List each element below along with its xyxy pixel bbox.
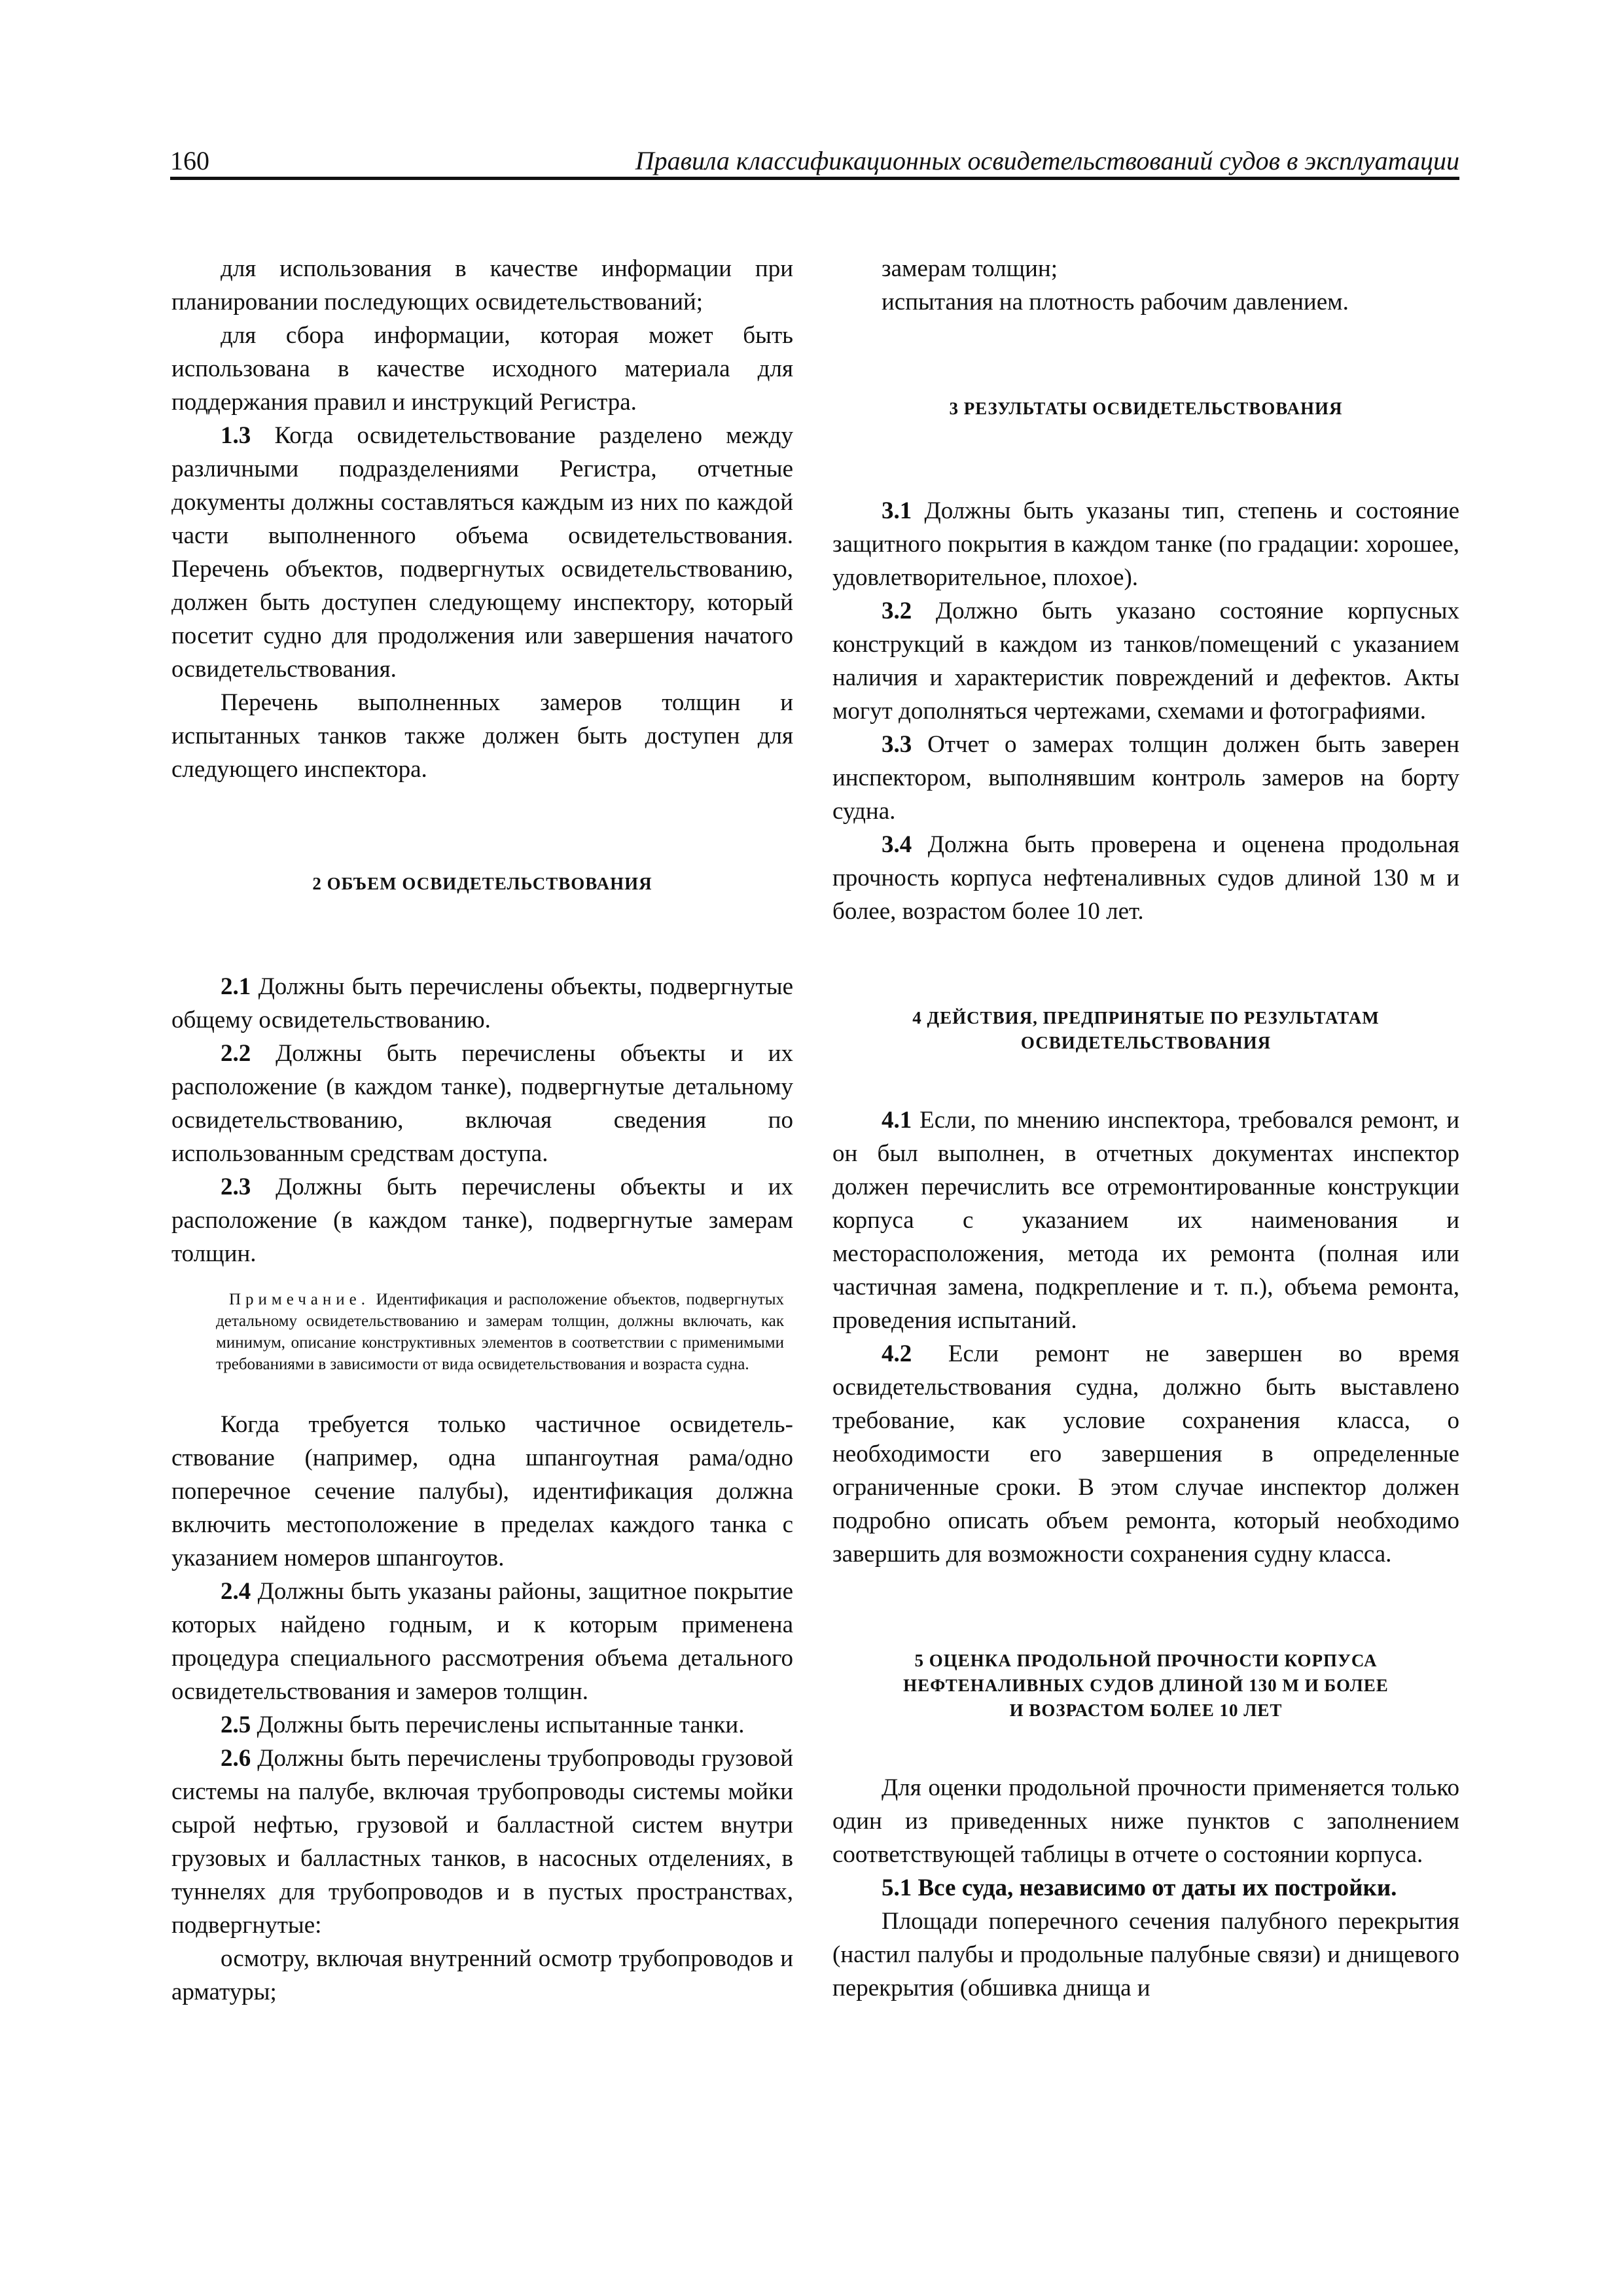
clause-4-2 [832,1337,1459,1571]
clause-text: Отчет о замерах толщин должен быть заверен инспектором, выполнявшим контроль замеров на борту судна. [832,731,1459,825]
clause-text: Должна быть проверена и оценена продольная прочность корпуса нефтеналивных судов длиной 130 м и более, возрастом более 10 лет. [832,831,1459,925]
clause-text: Если ремонт не завершен во время освидетельствования судна, должно быть выставлено требование, как условие сохранения класса, о необходимости его завершения в определенные ограниченные сроки. В этом случае инспектор должен подробно описать объем ремонта, который необходимо завершить для возможности сохранения судну класса. [832,1340,1459,1568]
clause-heading: 5.1 Все суда, независимо от даты их постройки. [882,1874,1397,1901]
section-4-heading [832,1005,1459,1055]
note-text: Идентификация и расположение объектов, подвергнутых детальному освидетельствованию и замерам толщин, должны включать, как минимум, описание конструктивных элементов в соответствии с применимыми требованиями в зависимости от вида освидетельствования и возраста судна. [216,1291,784,1373]
clause-2-2 [171,1037,793,1170]
heading-line: ОСВИДЕТЕЛЬСТВОВАНИЯ [1020,1033,1272,1052]
clause-2-6 [171,1742,793,1942]
clause-number: 3.3 [882,731,912,758]
clause-text: Должны быть перечислены трубопроводы грузовой системы на палубе, включая трубопроводы системы мойки сырой нефтью, грузовой и балластной систем внутри грузовых и балластных танков, в насосных отделениях, в туннелях для трубопроводов и в пустых пространствах, подвергнутые: [171,1745,793,1939]
clause-number: 2.4 [221,1578,251,1605]
paragraph: для сбора информации, которая может быть использована в качестве исходного материала для поддержания правил и инструкций Регистра. [171,322,793,416]
paragraph: испытания на плотность рабочим давлением. [882,289,1349,315]
clause-number: 2.6 [221,1745,251,1772]
paragraph: осмотру, включая внутренний осмотр трубопроводов и арматуры; [171,1945,793,2005]
left-column [171,252,793,2009]
clause-text: Когда освидетельствование разделено между различными подразделениями Регистра, отчетные документы должны составляться каждым из них по каждой части выполненного объема освидетельствования. Перечень объектов, подвергнутых освидетельствованию, должен быть доступен следующему инспектору, который посетит судно для продолжения или завершения начатого освидетельствования. [171,422,793,683]
heading-line: И ВОЗРАСТОМ БОЛЕЕ 10 ЛЕТ [1009,1700,1283,1720]
paragraph: Когда требуется только частичное освидетельствование (например, одна шпангоутная рама/одно поперечное сечение палубы), идентификация должна включить местоположение в пределах каждого танка с указанием номеров шпангоутов. [171,1411,793,1571]
clause-3-4 [832,828,1459,928]
clause-number: 1.3 [221,422,251,449]
note-label: Примечание. [229,1291,370,1308]
clause-number: 4.1 [882,1107,912,1134]
clause-text: Если, по мнению инспектора, требовался ремонт, и он был выполнен, в отчетных документах инспектор должен перечислить все отремонтированные конструкции корпуса с указанием их наименования и месторасположения, метода их ремонта (полная или частичная замена, подкрепление и т. п.), объема ремонта, проведения испытаний. [832,1107,1459,1334]
section-2-heading: 2 ОБЪЕМ ОСВИДЕТЕЛЬСТВОВАНИЯ [312,874,652,893]
paragraph: Для оценки продольной прочности применяется только один из приведенных ниже пунктов с заполнением соответствующей таблицы в отчете о состоянии корпуса. [832,1774,1459,1868]
paragraph: замерам толщин; [882,255,1058,282]
clause-number: 3.1 [882,497,912,524]
clause-3-1 [832,494,1459,594]
paragraph: для использования в качестве информации при планировании последующих освидетельствований; [171,255,793,315]
clause-4-1 [832,1103,1459,1337]
clause-number: 2.1 [221,973,251,1000]
paragraph: Перечень выполненных замеров толщин и испытанных танков также должен быть доступен для следующего инспектора. [171,689,793,783]
heading-line: 4 ДЕЙСТВИЯ, ПРЕДПРИНЯТЫЕ ПО РЕЗУЛЬТАТАМ [912,1008,1380,1028]
clause-number: 2.5 [221,1712,251,1738]
clause-5-1-heading [832,1871,1459,1905]
clause-text: Должны быть перечислены испытанные танки. [251,1712,745,1738]
running-title: Правила классификационных освидетельствований судов в эксплуатации [635,146,1459,175]
clause-number: 3.4 [882,831,912,858]
note [171,1289,793,1375]
clause-number: 4.2 [882,1340,912,1367]
clause-1-3 [171,419,793,686]
clause-text: Должны быть перечислены объекты, подвергнутые общему освидетельствованию. [171,973,793,1033]
heading-line: НЕФТЕНАЛИВНЫХ СУДОВ ДЛИНОЙ 130 М И БОЛЕЕ [903,1676,1389,1695]
clause-number: 2.3 [221,1174,251,1200]
clause-text: Должны быть указаны тип, степень и состояние защитного покрытия в каждом танке (по градации: хорошее, удовлетворительное, плохое). [832,497,1459,591]
clause-2-3 [171,1170,793,1270]
paragraph: Площади поперечного сечения палубного перекрытия (настил палубы и продольные палубные связи) и днищевого перекрытия (обшивка днища и [832,1908,1459,2001]
clause-3-2 [832,594,1459,728]
clause-number: 2.2 [221,1040,251,1067]
section-5-heading [832,1648,1459,1723]
clause-2-1 [171,970,793,1037]
right-column [832,252,1459,2005]
page-number: 160 [170,146,209,175]
page-header [170,139,1459,180]
heading-line: 5 ОЦЕНКА ПРОДОЛЬНОЙ ПРОЧНОСТИ КОРПУСА [914,1651,1378,1670]
clause-text: Должны быть перечислены объекты и их расположение (в каждом танке), подвергнутые детальному освидетельствованию, включая сведения по использованным средствам доступа. [171,1040,793,1167]
clause-text: Должно быть указано состояние корпусных конструкций в каждом из танков/помещений с указанием наличия и характеристик повреждений и дефектов. Акты могут дополняться чертежами, схемами и фотографиями. [832,598,1459,725]
clause-3-3 [832,728,1459,828]
clause-text: Должны быть указаны районы, защитное покрытие которых найдено годным, и к которым применена процедура специального рассмотрения объема детального освидетельствования и замеров толщин. [171,1578,793,1705]
clause-2-5 [171,1708,793,1742]
clause-2-4 [171,1575,793,1708]
clause-number: 3.2 [882,598,912,624]
clause-text: Должны быть перечислены объекты и их расположение (в каждом танке), подвергнутые замерам толщин. [171,1174,793,1267]
section-3-heading: 3 РЕЗУЛЬТАТЫ ОСВИДЕТЕЛЬСТВОВАНИЯ [949,399,1343,418]
